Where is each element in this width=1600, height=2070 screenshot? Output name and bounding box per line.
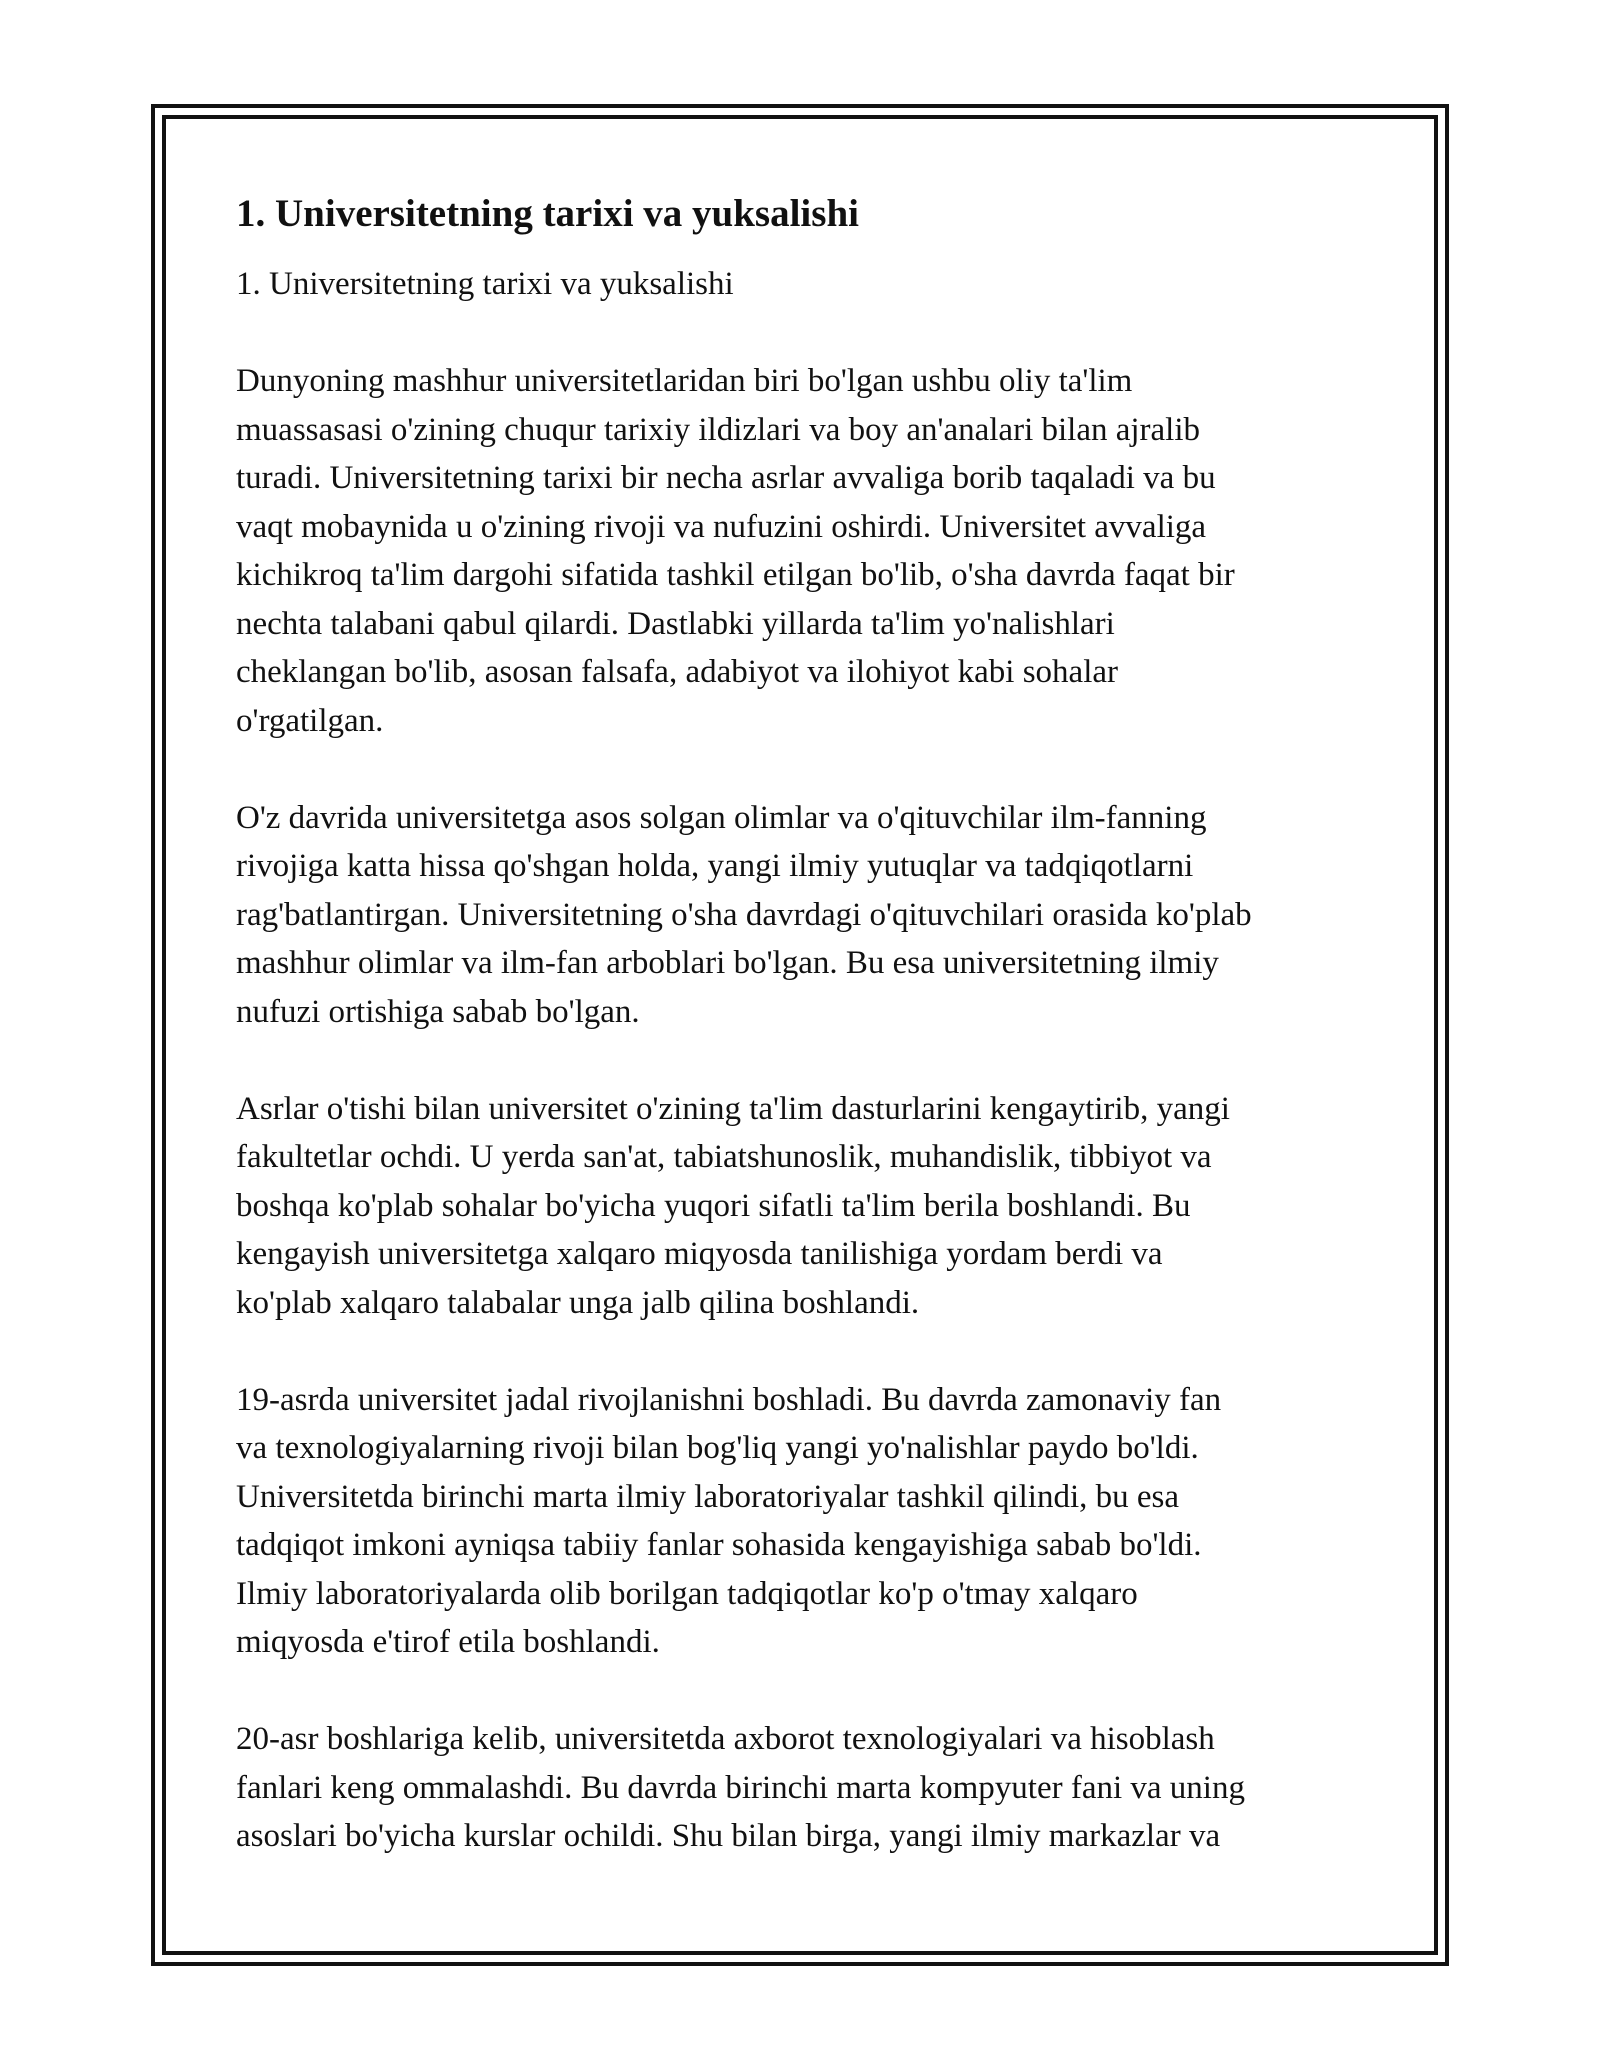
paragraph-expansion: Asrlar o'tishi bilan universitet o'zining ta'lim dasturlarini kengaytirib, yangi fakultetlar ochdi. U yerda san'at, tabiatshunoslik, muhandislik, tibbiyot va boshqa ko'plab sohalar bo'yicha yuqori sifatli ta'lim berila boshlandi. Bu kengayish universitetga xalqaro miqyosda tanilishiga yordam berdi va ko'plab xalqaro talabalar unga jalb qilina boshlandi. [236, 1090, 1230, 1321]
paragraph-19th-century: 19-asrda universitet jadal rivojlanishni boshladi. Bu davrda zamonaviy fan va texnologiyalarning rivoji bilan bog'liq yangi yo'nalishlar paydo bo'ldi. Universitetda birinchi marta ilmiy laboratoriyalar tashkil qilindi, bu esa tadqiqot imkoni ayniqsa tabiiy fanlar sohasida kengayishiga sabab bo'ldi. Ilmiy laboratoriyalarda olib borilgan tadqiqotlar ko'p o'tmay xalqaro miqyosda e'tirof etila boshlandi. [236, 1381, 1222, 1660]
section-heading: 1. Universitetning tarixi va yuksalishi [236, 192, 859, 235]
paragraph-20th-century: 20-asr boshlariga kelib, universitetda axborot texnologiyalari va hisoblash fanlari keng ommalashdi. Bu davrda birinchi marta kompyuter fani va uning asoslari bo'yicha kurslar ochildi. Shu bilan birga, yangi ilmiy markazlar va [236, 1721, 1245, 1854]
paragraph-founding: Dunyoning mashhur universitetlaridan biri bo'lgan ushbu oliy ta'lim muassasasi o'zining chuqur tarixiy ildizlari va boy an'analari bilan ajralib turadi. Universitetning tarixi bir necha asrlar avvaliga borib taqaladi va bu vaqt mobaynida u o'zining rivoji va nufuzini oshirdi. Universitet avvaliga kichikroq ta'lim dargohi sifatida tashkil etilgan bo'lib, o'sha davrda faqat bir nechta talabani qabul qilardi. Dastlabki yillarda ta'lim yo'nalishlari cheklangan bo'lib, asosan falsafa, adabiyot va ilohiyot kabi sohalar o'rgatilgan. [236, 363, 1235, 739]
document-body [236, 186, 1376, 1909]
paragraph-subtitle: 1. Universitetning tarixi va yuksalishi [236, 266, 734, 302]
paragraph-scholars: O'z davrida universitetga asos solgan olimlar va o'qituvchilar ilm-fanning rivojiga katta hissa qo'shgan holda, yangi ilmiy yutuqlar va tadqiqotlarni rag'batlantirgan. Universitetning o'sha davrdagi o'qituvchilari orasida ko'plab mashhur olimlar va ilm-fan arboblari bo'lgan. Bu esa universitetning ilmiy nufuzi ortishiga sabab bo'lgan. [236, 799, 1252, 1030]
